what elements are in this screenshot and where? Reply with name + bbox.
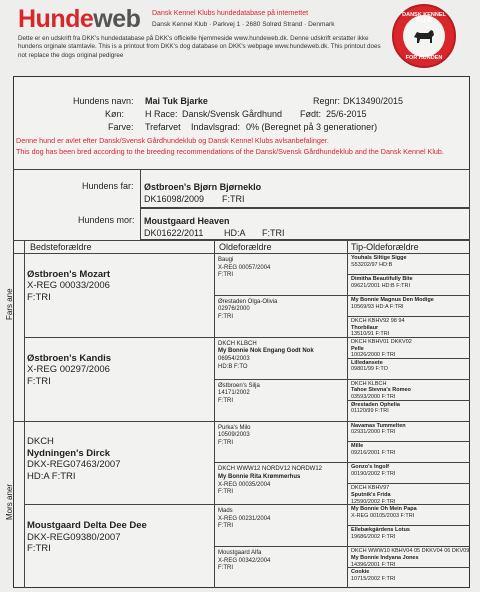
grandparent-4: Moustgaard Delta Dee Dee DKX-REG09380/2007 F:TRI (27, 520, 147, 555)
note-danish: Denne hund er avlet efter Dansk/Svensk Gårdhundeklub og Dansk Kennel Klubs avlsanbefalinger. (16, 136, 329, 145)
great-great-grandparent-14: Ellebækgårdens Lotus 19686/2002 F:TRI (351, 527, 410, 540)
dkk-seal-icon: DANSK KENNEL KLUB FOR HUNDEN (392, 4, 456, 68)
address-line: Dansk Kennel Klub · Parkvej 1 · 2680 Solrød Strand · Denmark (152, 21, 335, 28)
mother-label: Hundens mor: (78, 215, 135, 225)
sex-label: Køn: (105, 109, 125, 119)
great-grandparent-7: Mads X-REG 00231/2004 F:TRI (218, 508, 271, 530)
grandparent-3: DKCH Nydningen's Dirck DKX-REG07463/2007 HD:A F:TRI (27, 436, 121, 482)
dog-silhouette-icon (411, 23, 437, 49)
mother-reg: DK01622/2011 (144, 228, 204, 238)
great-great-grandparent-12: DKCH KBHV97 Sputnik's Frida 12590/2002 F:TRI (351, 485, 396, 505)
great-great-grandparent-1: Youhals Siltige Sigge S53202/97 HD:B (351, 255, 407, 268)
great-great-grandparent-11: Gonzo's Ingolf 00190/2002 F:TRI (351, 464, 396, 478)
great-grandparent-6: DKCH WWW12 NORDV12 NORDW12 My Bonnie Rita Krømmerhus X-REG 00035/2004 F:TRI (218, 466, 323, 496)
great-great-grandparent-9: Navamas Tummelten 02931/2000 F:TRI (351, 422, 406, 436)
great-great-grandparent-4: DKCH KBHV92 98 94 Thorbilaur 13510/91 F:TRI (351, 317, 405, 338)
dog-inbreed: 0% (Beregnet på 3 generationer) (246, 122, 378, 132)
reg-label: Regnr: (313, 96, 341, 106)
side-label-mothers: Mors aner (5, 483, 14, 520)
great-great-grandparent-6: Lilledansete 09801/99 F:TO (351, 359, 388, 373)
note-english: This dog has been bred according to the breeding recommendations of the Dansk/Svensk Gårdhundeklub and the Dansk Kennel Klub. (16, 147, 444, 156)
club-line: Dansk Kennel Klubs hundedatabase på internettet (152, 10, 309, 17)
great-great-grandparent-16: Cookie 10715/2002 F:TRI (351, 569, 396, 582)
inbreed-label: Indavlsgrad: (191, 122, 241, 132)
dog-name: Mai Tuk Bjarke (145, 96, 208, 106)
mother-hd: HD:A (224, 228, 246, 238)
father-name: Østbroen's Bjørn Bjørneklo (144, 182, 262, 192)
grandparent-2: Østbroen's Kandis X-REG 00297/2006 F:TRI (27, 352, 112, 387)
header-great-grandparents: Oldeforældre (219, 242, 272, 252)
color-label: Farve: (108, 122, 134, 132)
name-label: Hundens navn: (73, 96, 134, 106)
great-great-grandparent-13: My Bonnie Oh Mein Papa X-REG 00105/2003 F:TRI (351, 506, 417, 520)
father-label: Hundens far: (82, 181, 134, 191)
dog-color: Trefarvet (145, 122, 181, 132)
disclaimer: Dette er en udskrift fra DKK's hundedatabase på DKK's officielle hjemmeside www.hundeweb.dk. Denne udskrift erstatter ikke hundens orginale stamtavle. This is a printout from DKK's dog database on DKK's webpage www.hundeweb.dk. This printout does not replace the dogs original pedigree (18, 35, 381, 59)
hundeweb-logo: Hundeweb (18, 5, 141, 33)
great-great-grandparent-15: DKCH WWW10 KBHV04 05 DKKV04 06 DKV09 My Bonnie Indyana Jones 14396/2001 F:TRI (351, 548, 470, 568)
great-grandparent-2: Ørestaden Olga-Olivia 02976/2000 F:TRI (218, 298, 278, 321)
father-reg: DK16098/2009 (144, 194, 205, 204)
great-grandparent-8: Moustgaard Alfa X-REG 00342/2004 F:TRI (218, 550, 271, 572)
race-label: Race: (154, 109, 178, 119)
great-grandparent-1: Baugi X-REG 00057/2004 F:TRI (218, 257, 271, 279)
great-great-grandparent-2: Dimitha Beautifully Bite 09621/2001 HD:B F:TRI (351, 275, 413, 289)
father-color: F:TRI (222, 194, 245, 204)
grandparent-1: Østbroen's Mozart X-REG 00033/2006 F:TRI (27, 268, 111, 303)
dog-born: 25/6-2015 (326, 109, 367, 119)
header-grandparents: Bedsteforældre (30, 242, 92, 252)
great-great-grandparent-3: My Bonnie Magnus Den Modige 10569/93 HD:A F:TRI (351, 296, 434, 310)
dog-reg: DK13490/2015 (343, 96, 404, 106)
mother-color: F:TRI (262, 228, 285, 238)
great-great-grandparent-5: DKCH KBHV01 DKKV02 Pelle 10026/2000 F:TRI (351, 338, 412, 359)
dog-sex: H (145, 109, 152, 119)
great-great-grandparent-8: Ørestaden Ophelia 01120/99 F:TRI (351, 401, 400, 415)
great-grandparent-5: Purka's Milo 10509/2003 F:TRI (218, 424, 251, 446)
mother-name: Moustgaard Heaven (144, 216, 230, 226)
side-label-fathers: Fars ane (5, 288, 14, 320)
great-great-grandparent-10: Mille 09216/2001 F:TRI (351, 443, 396, 457)
dog-race: Dansk/Svensk Gårdhund (182, 109, 283, 119)
header-great-great-grandparents: Tip-Oldeforældre (351, 242, 419, 252)
born-label: Født: (300, 109, 322, 119)
great-great-grandparent-7: DKCH KLBCH Tahoe Stevna's Romeo 03593/2000 F:TRI (351, 380, 411, 401)
great-grandparent-3: DKCH KLBCH My Bonnie Nok Engang Godt Nok 06954/2003 HD:B F:TO (218, 340, 314, 370)
great-grandparent-4: Østbroen's Silja 14171/2002 F:TRI (218, 382, 260, 404)
